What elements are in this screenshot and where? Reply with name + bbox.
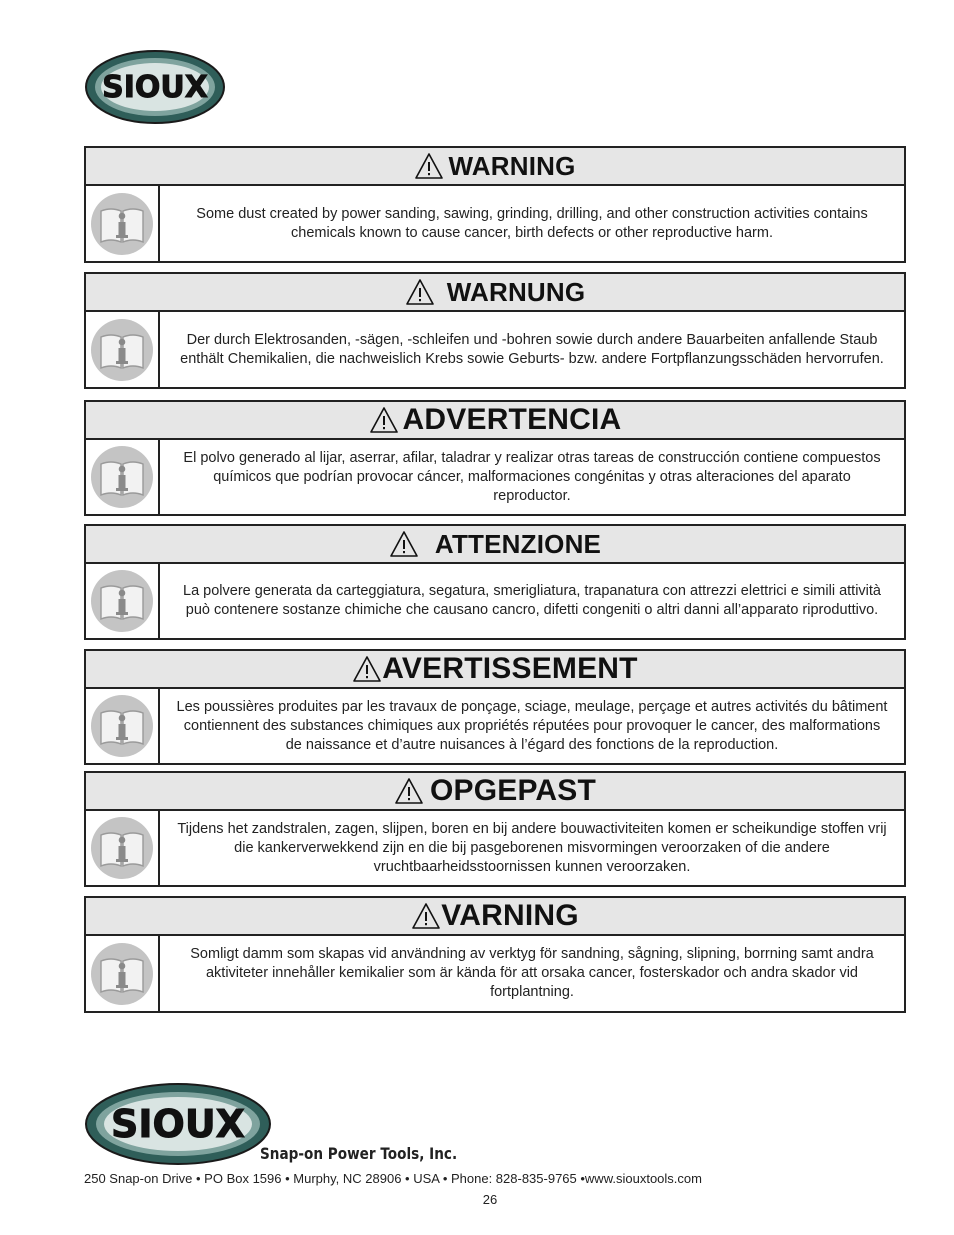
warning-text: Somligt damm som skapas vid användning av verktyg för sandning, sågning, slipning, borrning samt andra aktiviteter innehåller kemikalier som är kända för att orsaka cancer, fosterskador och andra skador vid fortplantning. (190, 946, 874, 1000)
warning-header (86, 651, 904, 689)
read-manual-info-icon (90, 942, 154, 1006)
warning-triangle-icon (414, 151, 444, 181)
manual-icon-cell (86, 936, 160, 1011)
warning-title: WARNUNG (446, 276, 586, 307)
warning-box-spanish (84, 400, 906, 516)
warning-title: OPGEPAST (429, 774, 597, 807)
warning-text: Tijdens het zandstralen, zagen, slijpen, boren en bij andere bouwactiviteiten komen er scheikundige stoffen vrij die kankerverwekkend zijn en die bij pasgeborenen misvormingen veroorzaken of die andere vruchtbaarheidsstoornissen kunnen veroorzaken. (177, 820, 887, 875)
warning-text: Les poussières produites par les travaux de ponçage, sciage, meulage, perçage et autres activités du bâtiment contiennent des substances chimiques aux propriétés réputées pour provoquer le cancer, des malformations de naissance et d’autre nuisances à l’égard des fonctions de la reproduction. (176, 698, 888, 753)
read-manual-info-icon (90, 192, 154, 256)
warning-header (86, 148, 904, 186)
read-manual-info-icon (90, 569, 154, 633)
warning-header (86, 526, 904, 564)
warning-title: VARNING (441, 899, 579, 932)
company-address: 250 Snap-on Drive • PO Box 1596 • Murphy, NC 28906 • USA • Phone: 828-835-9765 •www.siouxtools.com (84, 1171, 702, 1186)
warning-text: La polvere generata da carteggiatura, segatura, smerigliatura, trapanatura con attrezzi elettrici e simili attività può contenere sostanze chimiche che causano cancro, difetti congeniti o altri danni all’apparato riproduttivo. (183, 583, 881, 618)
company-name: Snap-on Power Tools, Inc. (260, 1144, 458, 1163)
warning-box-italian (84, 524, 906, 640)
manual-icon-cell (86, 312, 160, 387)
read-manual-info-icon (90, 816, 154, 880)
warning-text: Some dust created by power sanding, sawing, grinding, drilling, and other construction activities contains chemicals known to cause cancer, birth defects or other reproductive harm. (196, 205, 868, 241)
warning-header (86, 274, 904, 312)
warning-triangle-icon (352, 654, 382, 684)
manual-icon-cell (86, 689, 160, 763)
manual-icon-cell (86, 564, 160, 638)
warning-triangle-icon (394, 776, 424, 806)
svg-text:SIOUX: SIOUX (111, 1102, 245, 1146)
warning-title: ADVERTENCIA (402, 403, 622, 436)
read-manual-info-icon (90, 318, 154, 382)
warning-triangle-icon (411, 901, 441, 931)
read-manual-info-icon (90, 694, 154, 758)
read-manual-info-icon (90, 445, 154, 509)
warning-title: AVERTISSEMENT (382, 652, 638, 685)
warning-box-french (84, 649, 906, 765)
warning-text: El polvo generado al lijar, aserrar, afilar, taladrar y realizar otras tareas de construcción contiene compuestos químicos que podrían provocar cáncer, malformaciones congénitas y otras alteraciones del aparato reproductor. (183, 449, 881, 504)
warning-box-english (84, 146, 906, 263)
sioux-logo-top (84, 48, 226, 126)
warning-title: WARNING (448, 150, 576, 181)
page-number: 26 (482, 1192, 498, 1207)
sioux-logo-bottom (84, 1080, 276, 1168)
svg-text:SIOUX: SIOUX (102, 70, 208, 105)
manual-icon-cell (86, 440, 160, 514)
manual-icon-cell (86, 186, 160, 261)
warning-header (86, 402, 904, 440)
warning-triangle-icon (405, 277, 435, 307)
warning-header (86, 773, 904, 811)
warning-triangle-icon (369, 405, 399, 435)
warning-box-german (84, 272, 906, 389)
warning-title: ATTENZIONE (434, 528, 602, 559)
warning-text: Der durch Elektrosanden, -sägen, -schleifen und -bohren sowie durch andere Bauarbeiten anfallende Staub enthält Chemikalien, die nachweislich Krebs sowie Geburts- bzw. andere Fortpflanzungsschäden hervorrufen. (180, 331, 884, 367)
warning-triangle-icon (389, 529, 419, 559)
warning-box-swedish (84, 896, 906, 1013)
warning-header (86, 898, 904, 936)
manual-icon-cell (86, 811, 160, 885)
warning-box-dutch (84, 771, 906, 887)
